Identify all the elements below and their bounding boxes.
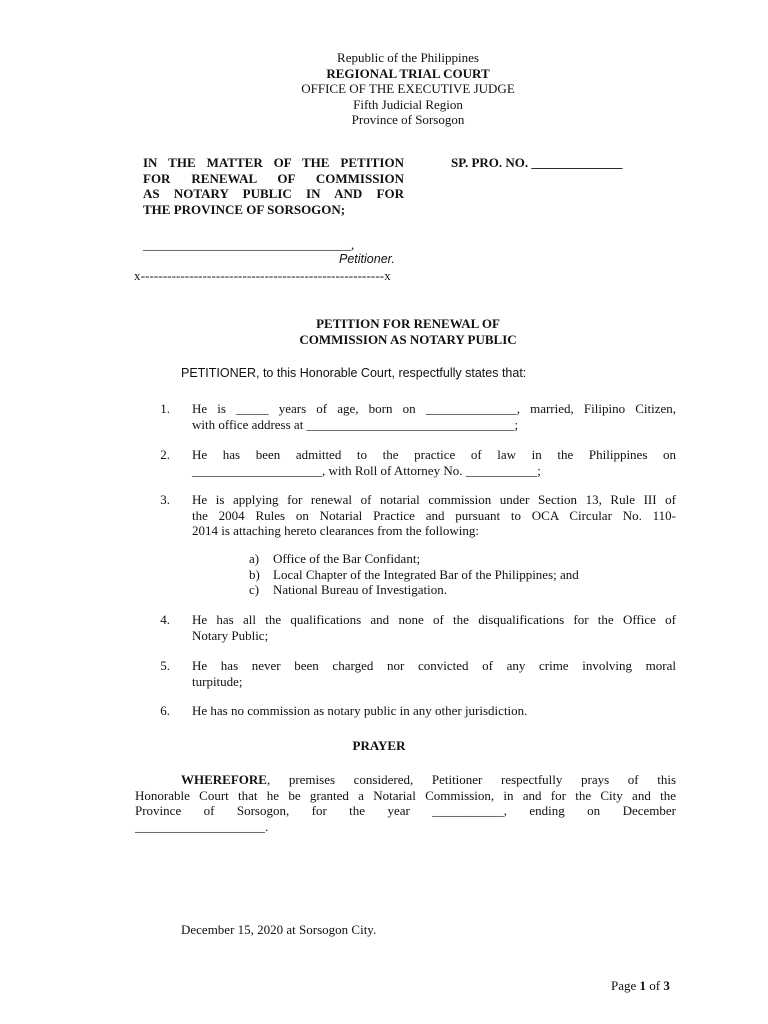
item-1 (192, 401, 676, 432)
header-province: Province of Sorsogon (351, 112, 465, 127)
item-4 (192, 612, 676, 643)
prayer-line-2: Honorable Court that he be granted a Notarial Commission, in and for the City and the (135, 787, 676, 803)
item-6-line-1: He has no commission as notary public in any other jurisdiction. (192, 703, 528, 718)
header-office: OFFICE OF THE EXECUTIVE JUDGE (301, 81, 515, 96)
item-2-number: 2. (160, 447, 170, 462)
item-5-number: 5. (160, 658, 170, 673)
title-line-2: COMMISSION AS NOTARY PUBLIC (299, 331, 517, 347)
item-5-line-2: turpitude; (192, 673, 243, 689)
prayer-line-3: Province of Sorsogon, for the year ___________, ending on December (135, 803, 676, 818)
item-1-line-2: with office address at ________________________________; (192, 416, 519, 432)
intro-text: PETITIONER, to this Honorable Court, respectfully states that: (181, 366, 527, 380)
case-number: SP. PRO. NO. ______________ (451, 155, 623, 170)
footer-of-word: of (649, 978, 661, 993)
item-2 (192, 447, 676, 478)
footer-page-number: 1 (639, 978, 647, 993)
document-title (0, 316, 768, 347)
prayer-line-1: WHEREFORE, premises considered, Petitioner respectfully prays of this (181, 772, 676, 787)
item-2-line-2: ____________________, with Roll of Attorney No. ___________; (192, 462, 541, 478)
header-region: Fifth Judicial Region (353, 96, 463, 112)
item-6-number: 6. (160, 703, 170, 718)
item-3-number: 3. (160, 492, 170, 507)
wherefore-keyword: WHEREFORE (181, 772, 267, 787)
caption-line-3: AS NOTARY PUBLIC IN AND FOR (143, 186, 404, 201)
item-1-number: 1. (160, 401, 170, 416)
item-3 (192, 492, 676, 539)
item-4-line-2: Notary Public; (192, 627, 269, 643)
date-line: December 15, 2020 at Sorsogon City. (181, 922, 377, 937)
header-republic: Republic of the Philippines (337, 50, 479, 65)
clearance-item-c: c) National Bureau of Investigation. (249, 582, 448, 597)
item-6 (192, 703, 676, 719)
item-3-line-3: 2014 is attaching hereto clearances from the following: (192, 523, 479, 538)
caption-line-2: FOR RENEWAL OF COMMISSION (143, 170, 404, 186)
item-2-line-1: He has been admitted to the practice of law in the Philippines on (192, 447, 676, 462)
footer-page-total: 3 (663, 978, 670, 993)
court-header (0, 50, 768, 128)
footer-page-word: Page (611, 978, 637, 993)
caption-divider: x-------------------------------------------------------x (134, 268, 391, 283)
petitioner-blank: ________________________________, (143, 237, 355, 252)
header-court: REGIONAL TRIAL COURT (326, 65, 490, 81)
page-footer (611, 978, 670, 994)
item-4-number: 4. (160, 612, 170, 627)
caption-line-1: IN THE MATTER OF THE PETITION (143, 155, 404, 170)
clearance-item-a: a) Office of the Bar Confidant; (249, 551, 421, 566)
clearance-list (249, 551, 579, 598)
title-line-1: PETITION FOR RENEWAL OF (316, 316, 500, 331)
item-3-line-1: He is applying for renewal of notarial commission under Section 13, Rule III of (192, 492, 676, 507)
item-1-line-1: He is _____ years of age, born on ______________, married, Filipino Citizen, (192, 401, 676, 416)
item-5 (192, 658, 676, 689)
prayer-heading: PRAYER (352, 738, 406, 753)
caption-line-4: THE PROVINCE OF SORSOGON; (143, 201, 346, 217)
item-5-line-1: He has never been charged nor convicted of any crime involving moral (192, 658, 676, 673)
case-caption (143, 155, 404, 217)
petitioner-label: Petitioner. (339, 252, 395, 266)
clearance-item-b: b) Local Chapter of the Integrated Bar of the Philippines; and (249, 566, 579, 582)
item-3-line-2: the 2004 Rules on Notarial Practice and pursuant to OCA Circular No. 110- (192, 507, 676, 523)
item-4-line-1: He has all the qualifications and none of the disqualifications for the Office of (192, 612, 676, 627)
prayer-paragraph (135, 772, 676, 834)
prayer-line-4: ____________________. (135, 818, 269, 834)
